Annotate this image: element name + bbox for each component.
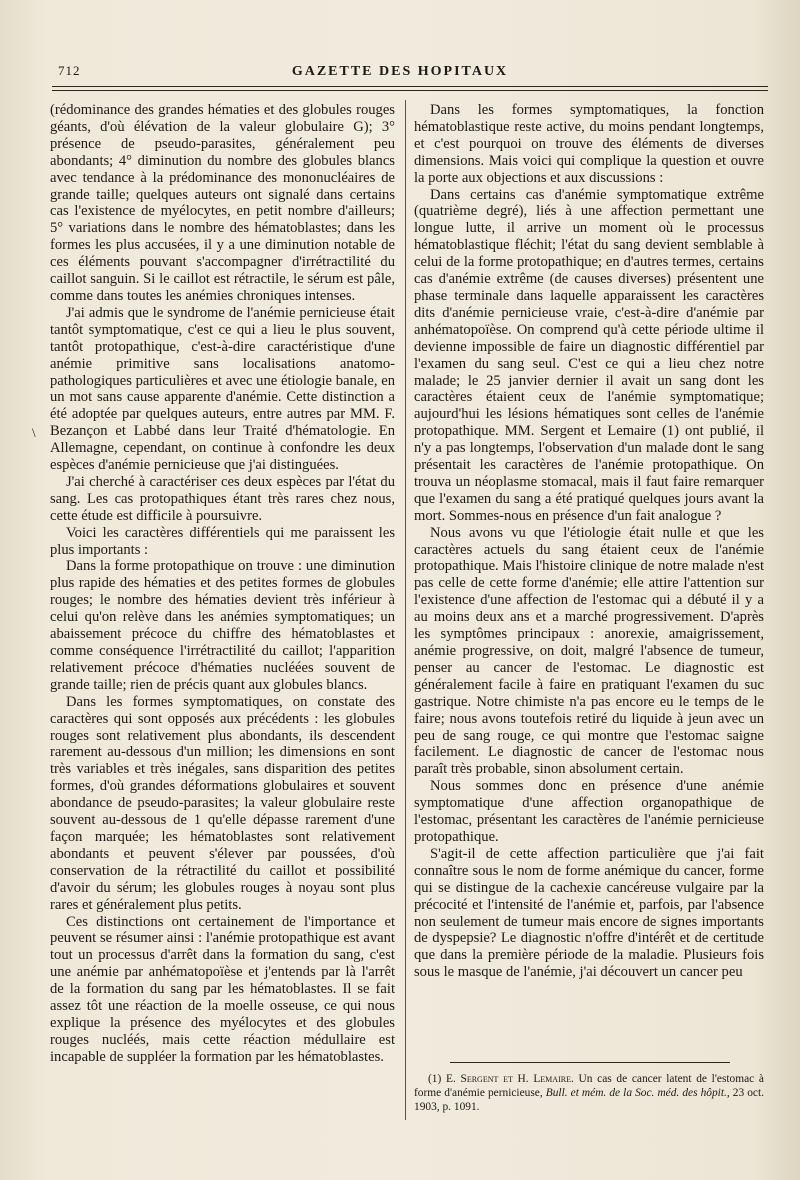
footnote-marker: (1) [428,1073,442,1085]
left-column [50,102,395,1066]
header-rule-thin [52,90,768,91]
footnote [414,1072,764,1115]
paragraph: S'agit-il de cette affection particulière que j'ai fait connaître sous le nom de forme anémique du cancer, forme qui se distingue de la cachexie cancéreuse vulgaire par la précocité et l'intensité de l'anémie et, parfois, par l'absence non seulement de tumeur mais encore de signes importants de dyspepsie? Le diagnostic n'offre d'intérêt et de certitude que dans la première période de la maladie. Plusieurs fois sous le masque de l'anémie, j'ai découvert un cancer peu [414,845,764,981]
column-divider [405,100,406,1120]
paragraph: J'ai cherché à caractériser ces deux espèces par l'état du sang. Les cas protopathiques étant très rares chez nous, cette étude est difficile à poursuivre. [50,473,395,524]
footnote-rule [450,1062,730,1063]
paragraph: Voici les caractères différentiels qui me paraissent les plus importants : [50,524,395,558]
paragraph: Ces distinctions ont certainement de l'importance et peuvent se résumer ainsi : l'anémie protopathique est avant tout un processus d'arrêt dans la formation du sang, c'est une anémie par anhématopoïèse et j'entends par là l'arrêt de la formation du sang par les hématoblastes. Il se fait assez tôt une réaction de la moelle osseuse, ce qui nous explique la présence des myélocytes et des globules rouges nucléés, mais cette réaction médullaire est incapable de suppléer la formation par les hématoblastes. [50,913,395,1065]
paragraph: Dans les formes symptomatiques, la fonction hématoblastique reste active, du moins pendant longtemps, et c'est pourquoi on trouve des éléments de diverses dimensions. Mais voici qui complique la question et ouvre la porte aux objections et aux discussions : [414,102,764,186]
right-column [414,102,764,981]
footnote-text: Un cas de cancer latent de l'estomac à forme d'anémie pernicieuse, [414,1073,764,1100]
footnote-date: 23 oct. 1903, p. 1091. [414,1087,764,1114]
paragraph: Dans les formes symptomatiques, on constate des caractères qui sont opposés aux précédents : les globules rouges sont relativement plus abondants, ils descendent rarement au-dessous d'un million; les dimensions en sont très variables et très inégales, sans disparition des petites formes, d'où grandes déformations globulaires et souvent abondance de pseudo-parasites; la valeur globulaire reste souvent au-dessous de 1 qu'elle dépasse rarement d'une façon marquée; les hématoblastes sont relativement abondants et peuvent s'élever par poussées, d'où conservation de la rétractilité du caillot et possibilité d'avoir du sérum; les globules rouges à noyau sont plus rares et généralement plus petits. [50,693,395,913]
paragraph: Nous avons vu que l'étiologie était nulle et que les caractères actuels du sang étaient ceux de l'anémie protopathique. Mais l'histoire clinique de notre malade n'est pas celle de cette forme d'anémie; elle attire l'attention sur l'existence d'une affection de l'estomac qui a débuté il y a au moins deux ans et a marché progressivement. D'après les symptômes principaux : anorexie, amaigrissement, anémie progressive, on doit, malgré l'absence de tumeur, penser au cancer de l'estomac. Le diagnostic est généralement facile à faire en pratiquant l'examen du suc gastrique. Notre chimiste n'a pas encore eu le temps de le faire; nous avons toutefois retiré du liquide à jeun avec un peu de sang rouge, ce qui montre que l'estomac saigne facilement. Le diagnostic de cancer de l'estomac nous paraît très probable, sinon absolument certain. [414,524,764,778]
paragraph: Dans certains cas d'anémie symptomatique extrême (quatrième degré), liés à une affection permettant une longue lutte, il arrive un moment où le processus hématoblastique fléchit; l'état du sang devient semblable à celui de la forme protopathique; en d'autres termes, certains cas d'anémie extrême (de causes diverses) présentent une phase terminale dans laquelle apparaissent les caractères dits d'anémie pernicieuse vraie, c'est-à-dire d'anémie par anhématopoïèse. On comprend qu'à cette période ultime il devienne impossible de faire un diagnostic différentiel par l'examen du sang seul. C'est ce qui a lieu chez notre malade; le 25 janvier dernier il avait un sang dont les caractères étaient ceux de l'anémie symptomatique; aujourd'hui les lésions hématiques sont celles de l'anémie protopathique. MM. Sergent et Lemaire (1) ont publié, il n'y a pas longtemps, l'observation d'un malade dont le sang présentait les caractères de l'anémie protopathique. On trouva un néoplasme stomacal, mais il faut faire remarquer que l'examen du sang a été pratiqué quelques jours avant la mort. Sommes-nous en présence d'un fait analogue ? [414,186,764,524]
paragraph: Dans la forme protopathique on trouve : une diminution plus rapide des hématies et des petites formes de globules rouges; le nombre des hématies devient très inférieur à celui qu'on relève dans les anémies symptomatiques; un abaissement précoce du chiffre des hématoblastes et comme conséquence l'irrétractilité du caillot; l'apparition relativement précoce d'hématies nucléées souvent de grande taille; rien de précis quant aux globules blancs. [50,558,395,693]
page-number: 712 [58,63,81,78]
paragraph: (rédominance des grandes hématies et des globules rouges géants, d'où élévation de la valeur globulaire G); 3° présence de pseudo-parasites, généralement peu abondants; 4° diminution du nombre des globules blancs avec tendance à la prédominance des mononucléaires de grande taille; quelques auteurs ont signalé dans certains cas l'existence de myélocytes, en petit nombre d'ailleurs; 5° variations dans le nombre des hématoblastes; dans les formes les plus accusées, il y a une diminution notable de ces éléments pouvant s'accompagner d'irrétractilité du caillot sanguin. Si le caillot est rétractile, le sérum est pâle, comme dans toutes les anémies chroniques intenses. [50,102,395,304]
paragraph: Nous sommes donc en présence d'une anémie symptomatique d'une affection organopathique de l'estomac, présentant les caractères de l'anémie pernicieuse protopathique. [414,778,764,845]
footnote-authors: E. Sergent et H. Lemaire. [446,1073,574,1085]
margin-mark: \ [32,425,36,440]
running-head-title: GAZETTE DES HOPITAUX [291,64,509,79]
footnote-source: Bull. et mém. de la Soc. méd. des hôpit., [545,1087,730,1100]
header-rule [52,86,768,87]
paragraph: J'ai admis que le syndrome de l'anémie pernicieuse était tantôt symptomatique, c'est ce qui a lieu le plus souvent, tantôt protopathique, c'est-à-dire caractéristique d'une anémie primitive sans localisations anatomo-pathologiques particulières et avec une étiologie banale, en un mot sans cause apparente d'anémie. Cette distinction a été adoptée par quelques auteurs, entre autres par MM. F. Bezançon et Labbé dans leur Traité d'hématologie. En Allemagne, cependant, on continue à confondre les deux espèces d'anémie pernicieuse que j'ai distinguées. [50,304,395,474]
